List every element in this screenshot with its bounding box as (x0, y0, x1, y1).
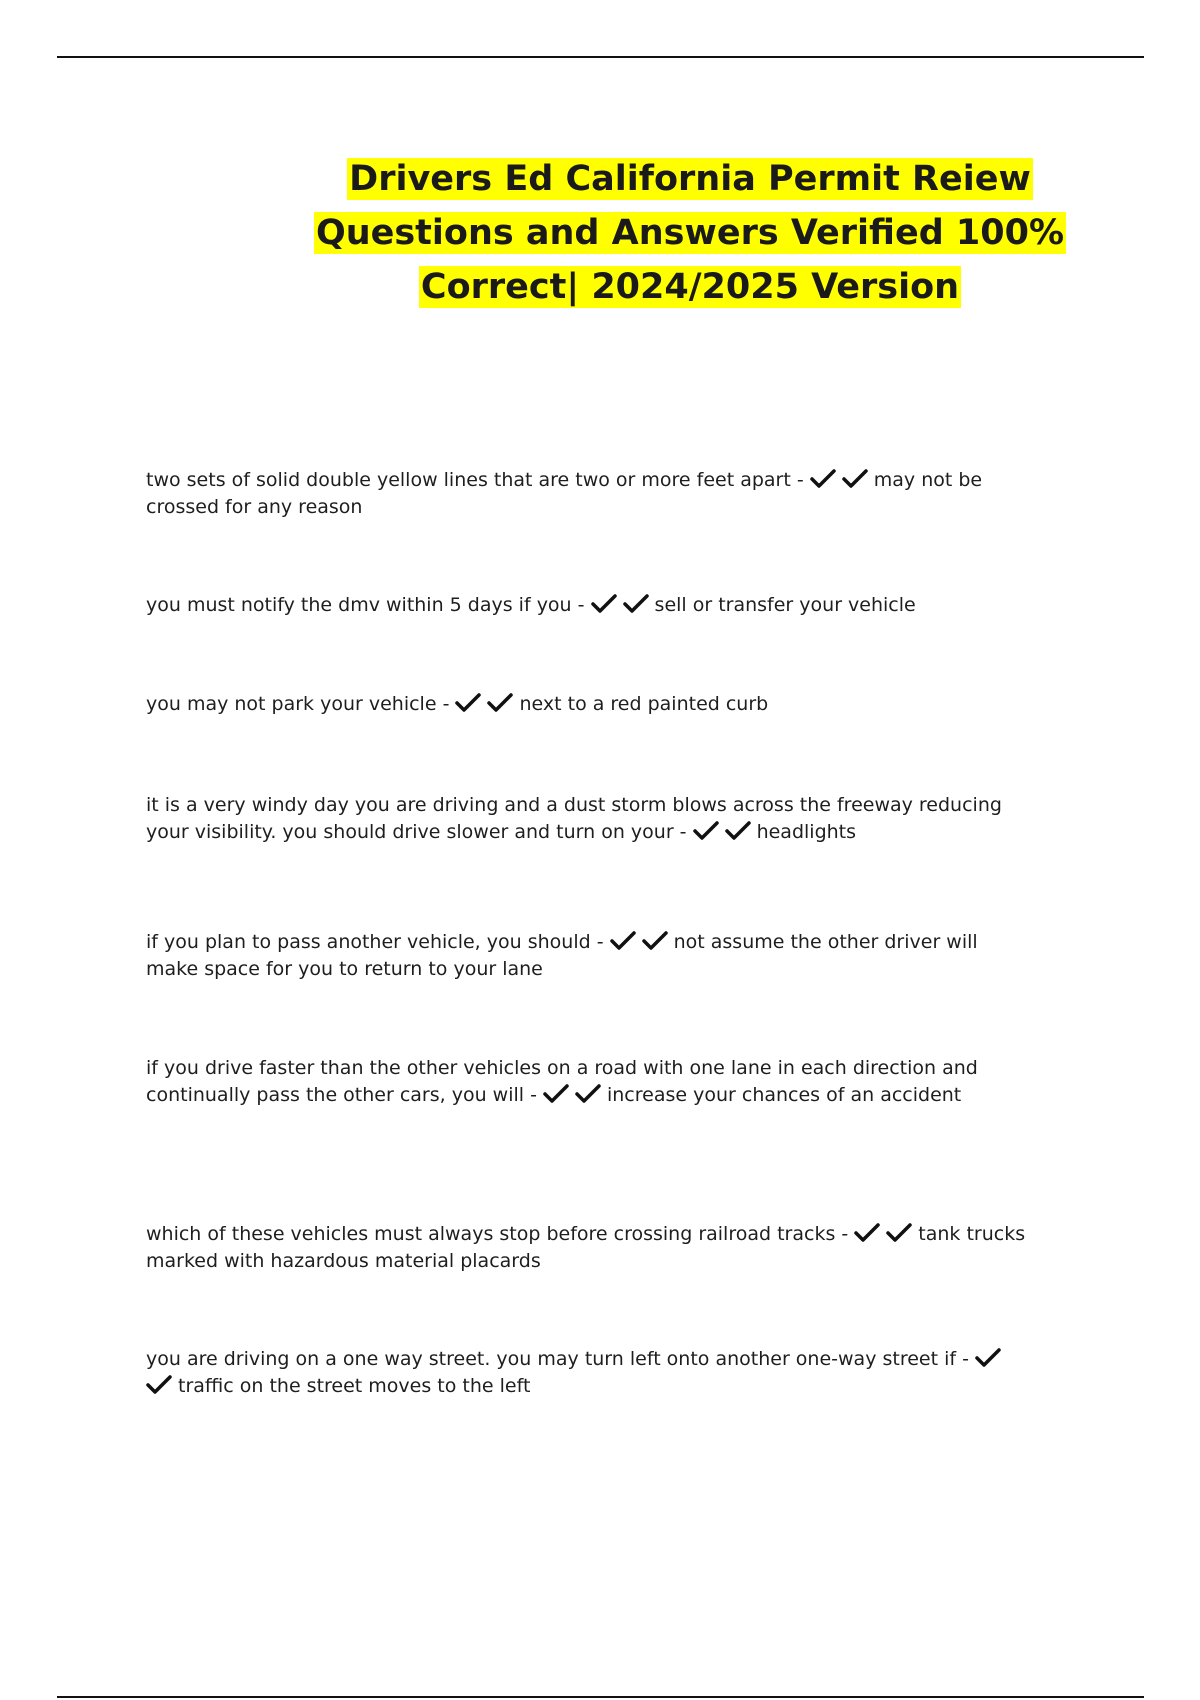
qa-item (146, 1346, 1026, 1400)
checkmark-icon (854, 1223, 882, 1243)
title-line: Drivers Ed California Permit Reiew (349, 159, 1031, 199)
question-text: if you drive faster than the other vehicles on a road with one lane in each direction and continually pass the other cars, you will - (146, 1057, 978, 1106)
answer-text: next to a red painted curb (519, 693, 769, 715)
checkmark-icon (543, 1084, 571, 1104)
qa-item (146, 691, 1026, 718)
answer-text: sell or transfer your vehicle (654, 594, 916, 616)
checkmark-icon (575, 1084, 603, 1104)
question-text: you may not park your vehicle - (146, 693, 450, 715)
top-rule (57, 56, 1144, 58)
answer-text: headlights (756, 821, 857, 843)
checkmark-icon (725, 821, 753, 841)
checkmark-icon (487, 693, 515, 713)
question-text: you are driving on a one way street. you may turn left onto another one-way street if - (146, 1348, 969, 1370)
question-text: you must notify the dmv within 5 days if you - (146, 594, 585, 616)
checkmark-icon (886, 1223, 914, 1243)
qa-item (146, 792, 1026, 846)
checkmark-icon (642, 931, 670, 951)
checkmark-icon (455, 693, 483, 713)
document-title (300, 152, 1080, 314)
checkmark-icon (975, 1348, 1003, 1368)
checkmark-icon (146, 1375, 174, 1395)
qa-item (146, 1055, 1026, 1109)
title-line: Correct| 2024/2025 Version (420, 267, 960, 307)
title-line: Questions and Answers Verified 100% (315, 213, 1065, 253)
bottom-rule (57, 1696, 1144, 1698)
qa-item (146, 1221, 1026, 1275)
answer-text: traffic on the street moves to the left (178, 1375, 531, 1397)
checkmark-icon (693, 821, 721, 841)
qa-item (146, 467, 1026, 521)
checkmark-icon (610, 931, 638, 951)
checkmark-icon (623, 594, 651, 614)
question-text: it is a very windy day you are driving and a dust storm blows across the freeway reducing your visibility. you should drive slower and turn on your - (146, 794, 1002, 843)
answer-text: tank trucks marked with hazardous material placards (146, 1223, 1026, 1272)
answer-text: increase your chances of an accident (606, 1084, 962, 1106)
checkmark-icon (842, 469, 870, 489)
question-text: two sets of solid double yellow lines that are two or more feet apart - (146, 469, 804, 491)
qa-item (146, 592, 1026, 619)
question-text: if you plan to pass another vehicle, you should - (146, 931, 604, 953)
checkmark-icon (810, 469, 838, 489)
answer-text: may not be crossed for any reason (146, 469, 983, 518)
checkmark-icon (591, 594, 619, 614)
qa-item (146, 929, 1026, 983)
question-text: which of these vehicles must always stop before crossing railroad tracks - (146, 1223, 849, 1245)
answer-text: not assume the other driver will make space for you to return to your lane (146, 931, 978, 980)
